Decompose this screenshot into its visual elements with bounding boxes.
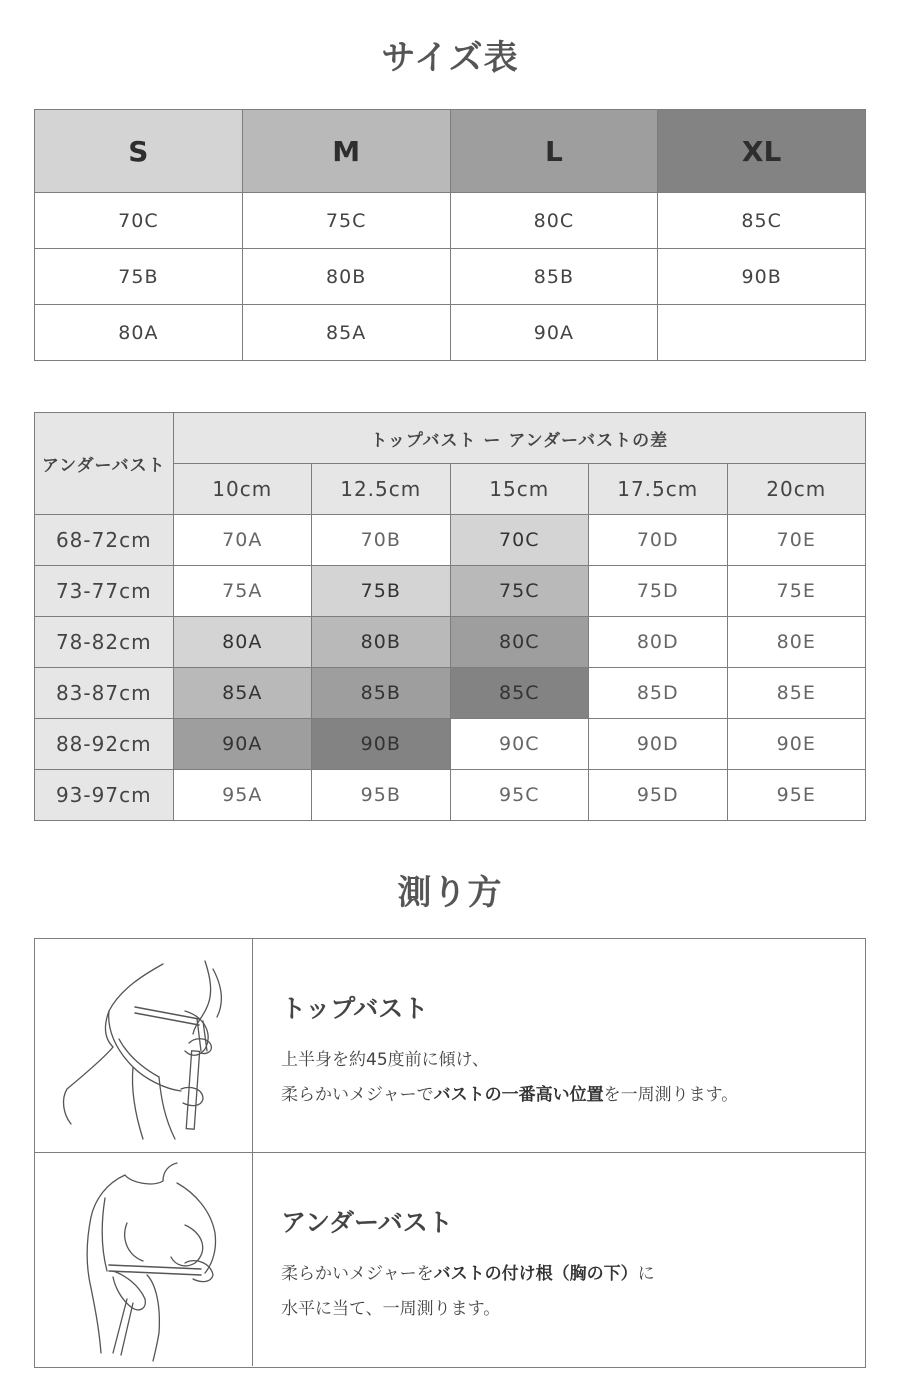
size-chart-body	[35, 413, 866, 821]
under-bust-line-1-post: に	[637, 1264, 655, 1284]
chart-row	[35, 617, 866, 668]
size-row	[35, 249, 866, 305]
chart-row	[35, 668, 866, 719]
size-cell	[658, 305, 866, 361]
size-header-xl: XL	[658, 110, 866, 193]
top-bust-line-2-post: を一周測ります。	[603, 1085, 739, 1105]
size-cell: 90B	[658, 249, 866, 305]
top-bust-emphasis: バストの一番高い位置	[433, 1085, 604, 1105]
under-bust-line-2: 水平に当て、一周測ります。	[281, 1299, 501, 1319]
size-row	[35, 193, 866, 249]
bra-size-cell: 90D	[589, 719, 728, 770]
bra-size-cell: 80E	[727, 617, 866, 668]
bra-size-cell: 80A	[173, 617, 312, 668]
size-cell: 80B	[242, 249, 450, 305]
chart-row	[35, 719, 866, 770]
size-cell: 85A	[242, 305, 450, 361]
size-cell: 85B	[450, 249, 658, 305]
bra-size-cell: 75E	[727, 566, 866, 617]
bra-size-cell: 90B	[312, 719, 451, 770]
bra-size-cell: 95A	[173, 770, 312, 821]
bra-size-cell: 85E	[727, 668, 866, 719]
under-bust-range: 88-92cm	[35, 719, 174, 770]
bra-size-cell: 85A	[173, 668, 312, 719]
size-cell: 85C	[658, 193, 866, 249]
bra-size-cell: 95B	[312, 770, 451, 821]
bra-size-cell: 70B	[312, 515, 451, 566]
chart-row	[35, 515, 866, 566]
top-bust-line-1: 上半身を約45度前に傾け、	[281, 1050, 489, 1070]
difference-column-header: 12.5cm	[312, 464, 451, 515]
chart-row	[35, 566, 866, 617]
under-bust-range: 78-82cm	[35, 617, 174, 668]
bra-size-cell: 75B	[312, 566, 451, 617]
under-bust-line-1	[281, 1257, 851, 1292]
bra-size-cell: 90A	[173, 719, 312, 770]
size-header-m: M	[242, 110, 450, 193]
under-bust-illustration	[35, 1153, 253, 1366]
size-cell: 90A	[450, 305, 658, 361]
under-bust-range: 68-72cm	[35, 515, 174, 566]
bra-size-cell: 90E	[727, 719, 866, 770]
bra-size-cell: 80C	[450, 617, 589, 668]
measure-title: 測り方	[397, 873, 503, 913]
top-bust-line-2	[281, 1078, 851, 1113]
bra-size-cell: 70C	[450, 515, 589, 566]
difference-column-header: 17.5cm	[589, 464, 728, 515]
top-bust-illustration	[35, 939, 253, 1152]
under-bust-section	[35, 1153, 865, 1366]
under-bust-line-1-pre: 柔らかいメジャーを	[281, 1264, 434, 1284]
under-bust-range: 83-87cm	[35, 668, 174, 719]
under-bust-header: アンダーバスト	[35, 413, 174, 515]
bra-size-cell: 80B	[312, 617, 451, 668]
size-header-l: L	[450, 110, 658, 193]
size-row	[35, 305, 866, 361]
bra-size-cell: 85D	[589, 668, 728, 719]
bra-size-cell: 75A	[173, 566, 312, 617]
bra-size-cell: 70D	[589, 515, 728, 566]
chart-row	[35, 770, 866, 821]
top-bust-text	[281, 989, 851, 1113]
bra-size-cell: 95D	[589, 770, 728, 821]
top-bust-section	[35, 939, 865, 1153]
under-bust-emphasis: バストの付け根（胸の下）	[433, 1264, 638, 1284]
top-bust-heading: トップバスト	[281, 994, 429, 1023]
size-cell: 80C	[450, 193, 658, 249]
bra-size-cell: 95C	[450, 770, 589, 821]
bra-size-cell: 70E	[727, 515, 866, 566]
difference-column-header: 10cm	[173, 464, 312, 515]
bra-size-cell: 70A	[173, 515, 312, 566]
under-bust-text	[281, 1203, 851, 1327]
bra-size-cell: 90C	[450, 719, 589, 770]
measure-instructions	[34, 938, 866, 1368]
bra-size-cell: 75C	[450, 566, 589, 617]
difference-column-header: 20cm	[727, 464, 866, 515]
under-bust-heading: アンダーバスト	[281, 1208, 453, 1237]
size-chart-table	[34, 412, 866, 821]
bra-size-cell: 80D	[589, 617, 728, 668]
size-table	[34, 109, 866, 361]
size-cell: 80A	[35, 305, 243, 361]
size-cell: 75B	[35, 249, 243, 305]
bust-difference-header: トップバスト ー アンダーバストの差	[173, 413, 866, 464]
under-bust-range: 73-77cm	[35, 566, 174, 617]
bra-size-cell: 85C	[450, 668, 589, 719]
size-table-title: サイズ表	[381, 38, 519, 78]
bra-size-cell: 85B	[312, 668, 451, 719]
size-table-body	[35, 193, 866, 361]
bra-size-cell: 75D	[589, 566, 728, 617]
bra-size-cell: 95E	[727, 770, 866, 821]
size-header-row	[35, 110, 866, 193]
top-bust-line-2-pre: 柔らかいメジャーで	[281, 1085, 434, 1105]
size-cell: 70C	[35, 193, 243, 249]
under-bust-range: 93-97cm	[35, 770, 174, 821]
size-header-s: S	[35, 110, 243, 193]
size-cell: 75C	[242, 193, 450, 249]
difference-column-header: 15cm	[450, 464, 589, 515]
